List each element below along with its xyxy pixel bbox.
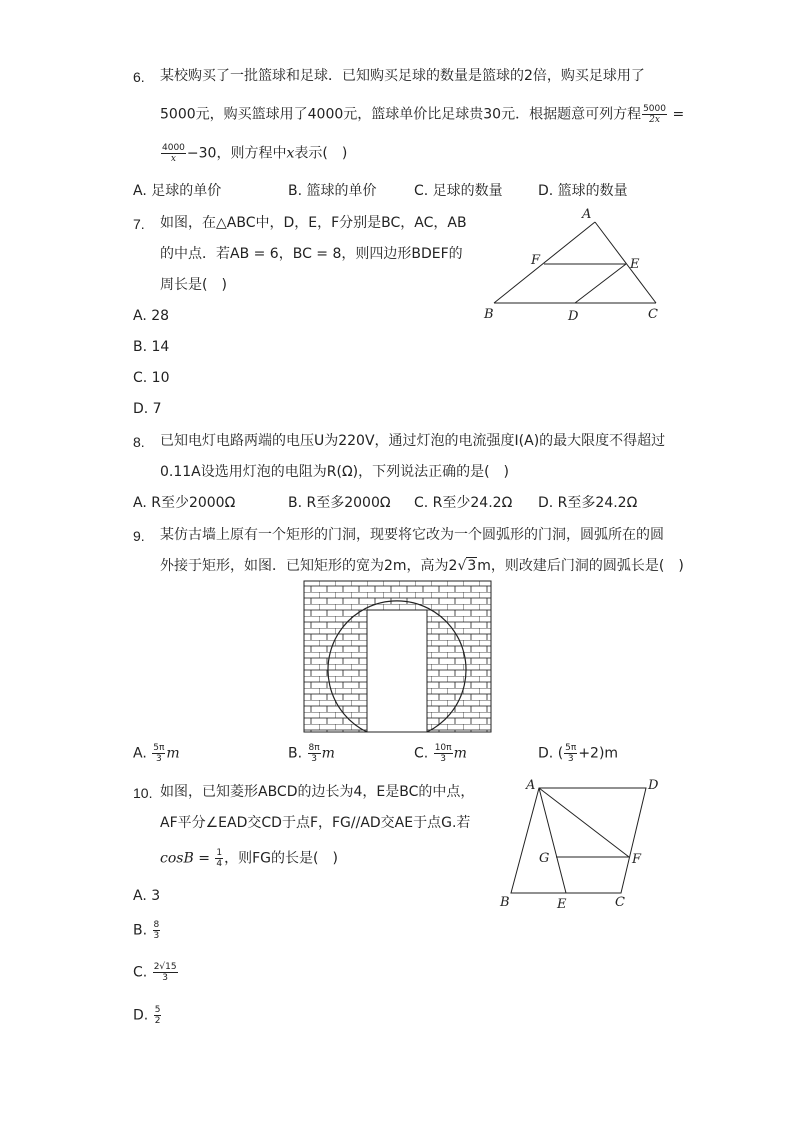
fraction [308, 743, 321, 764]
question-text: 的中点．若AB = 6，BC = 8，则四边形BDEF的 [160, 246, 463, 262]
numerator: 4000 [162, 143, 185, 153]
segment-ab [494, 222, 595, 303]
option-c[interactable] [133, 962, 179, 983]
label-e: E [630, 257, 640, 272]
fraction [564, 743, 577, 764]
denominator: 2x [649, 115, 660, 125]
option-a[interactable]: A. 28 [133, 308, 170, 324]
label-a: A [526, 778, 536, 793]
segment-ae [539, 788, 566, 893]
option-d[interactable]: D. R至多24.2Ω [538, 495, 638, 511]
question-text: 已知电灯电路两端的电压U为220V，通过灯泡的电流强度I(A)的最大限度不得超过 [160, 433, 666, 449]
unit: m [321, 745, 335, 762]
fraction [642, 104, 667, 125]
label-f: F [632, 852, 642, 867]
numerator: 5π [153, 743, 165, 753]
denominator: 3 [153, 931, 160, 941]
label-c: C [615, 895, 625, 910]
option-label: B. [288, 745, 303, 762]
option-a[interactable] [133, 743, 180, 764]
option-d[interactable] [538, 743, 618, 764]
segment-de [575, 264, 626, 303]
text-span: 外接于矩形，如图．已知矩形的宽为2m，高为2 [160, 558, 458, 574]
numerator: 5 [154, 1005, 161, 1015]
question-text: 某仿古墙上原有一个矩形的门洞，现要将它改为一个圆弧形的门洞，圆弧所在的圆 [160, 527, 664, 543]
option-label: A. [133, 745, 147, 762]
segment-ac [595, 222, 656, 303]
label-g: G [539, 851, 550, 866]
rhombus-abcd [511, 788, 646, 893]
option-label: D. [538, 745, 554, 762]
option-d[interactable] [133, 1005, 162, 1026]
unit: m [166, 745, 180, 762]
numerator: 2√15 [153, 962, 177, 972]
option-a[interactable]: A. 足球的单价 [133, 183, 222, 199]
text-span: 5000元，购买篮球用了4000元，篮球单价比足球贵30元．根据题意可列方程 [160, 106, 642, 123]
option-d[interactable]: D. 7 [133, 401, 162, 417]
option-b[interactable] [288, 743, 335, 764]
question-number: 10. [133, 785, 153, 801]
option-c[interactable] [414, 743, 467, 764]
question-text [160, 143, 347, 164]
denominator: 3 [440, 754, 446, 764]
denominator: 3 [311, 754, 317, 764]
numerator: 8π [308, 743, 320, 753]
numerator: 10π [434, 743, 452, 753]
text-span: cosB = [160, 850, 210, 867]
label-a: A [582, 207, 592, 222]
option-label: C. [133, 964, 148, 981]
fraction [154, 1005, 162, 1026]
question-number: 8. [133, 434, 145, 450]
question-number: 6. [133, 69, 145, 85]
numerator: 1 [216, 848, 223, 858]
question-text: 周长是( ) [160, 277, 227, 293]
segment-af [539, 788, 629, 857]
text-span: 表示( ) [294, 145, 348, 162]
option-b[interactable]: B. 篮球的单价 [288, 183, 377, 199]
sqrt-radicand: 3 [467, 558, 477, 574]
fraction [434, 743, 453, 764]
paren-open: ( [557, 745, 564, 762]
fraction [153, 920, 161, 941]
label-f: F [531, 253, 541, 268]
question-text [160, 848, 338, 869]
fraction [161, 143, 186, 164]
numerator: 8 [153, 920, 160, 930]
numerator: 5000 [643, 104, 666, 114]
denominator: 3 [162, 973, 169, 983]
numerator: 5π [565, 743, 577, 753]
option-c[interactable]: C. 10 [133, 370, 170, 386]
option-label: C. [414, 745, 429, 762]
label-c: C [648, 307, 658, 322]
option-a[interactable]: A. R至少2000Ω [133, 495, 236, 511]
label-b: B [500, 895, 510, 910]
option-b[interactable] [133, 920, 161, 941]
option-label: B. [133, 922, 148, 939]
question-number: 7. [133, 216, 145, 232]
option-c[interactable]: C. 足球的数量 [414, 183, 503, 199]
fraction [153, 962, 178, 983]
equals-sign: = [672, 106, 685, 123]
unit: m [453, 745, 467, 762]
option-d[interactable]: D. 篮球的数量 [538, 183, 628, 199]
question-text: 某校购买了一批篮球和足球．已知购买足球的数量是篮球的2倍，购买足球用了 [160, 68, 645, 84]
rhombus-diagram [493, 772, 673, 912]
triangle-diagram [480, 205, 670, 325]
denominator: 4 [216, 859, 223, 869]
question-text: 如图，已知菱形ABCD的边长为4，E是BC的中点， [160, 784, 475, 800]
denominator: x [170, 154, 176, 164]
option-label: D. [133, 1007, 149, 1024]
question-text: 如图，在△ABC中，D，E，F分别是BC，AC，AB [160, 215, 467, 231]
label-e: E [557, 897, 567, 912]
denominator: 3 [567, 754, 574, 764]
question-text [160, 104, 684, 125]
variable: x [286, 145, 295, 162]
option-b[interactable]: B. R至多2000Ω [288, 495, 391, 511]
label-d: D [648, 778, 659, 793]
text-span: −30，则方程中 [186, 145, 287, 162]
option-c[interactable]: C. R至少24.2Ω [414, 495, 513, 511]
rectangular-doorway [367, 610, 427, 732]
option-b[interactable]: B. 14 [133, 339, 170, 355]
denominator: 2 [154, 1016, 161, 1026]
fraction [215, 848, 223, 869]
question-number: 9. [133, 528, 145, 544]
denominator: 3 [155, 754, 162, 764]
brick-wall-doorway-diagram [303, 580, 493, 734]
option-a[interactable]: A. 3 [133, 888, 161, 904]
option-tail: +2)m [578, 745, 619, 762]
fraction [152, 743, 165, 764]
question-text: 外接于矩形，如图．已知矩形的宽为2m，高为2√3m，则改建后门洞的圆弧长是( ) [160, 558, 684, 574]
question-text: 0.11A设选用灯泡的电阻为R(Ω)，下列说法正确的是( ) [160, 464, 510, 480]
label-d: D [568, 309, 579, 324]
text-span: m，则改建后门洞的圆弧长是( ) [477, 558, 684, 574]
label-b: B [484, 307, 494, 322]
question-text: AF平分∠EAD交CD于点F，FG//AD交AE于点G.若 [160, 815, 471, 831]
text-span: ，则FG的长是( ) [224, 850, 338, 867]
